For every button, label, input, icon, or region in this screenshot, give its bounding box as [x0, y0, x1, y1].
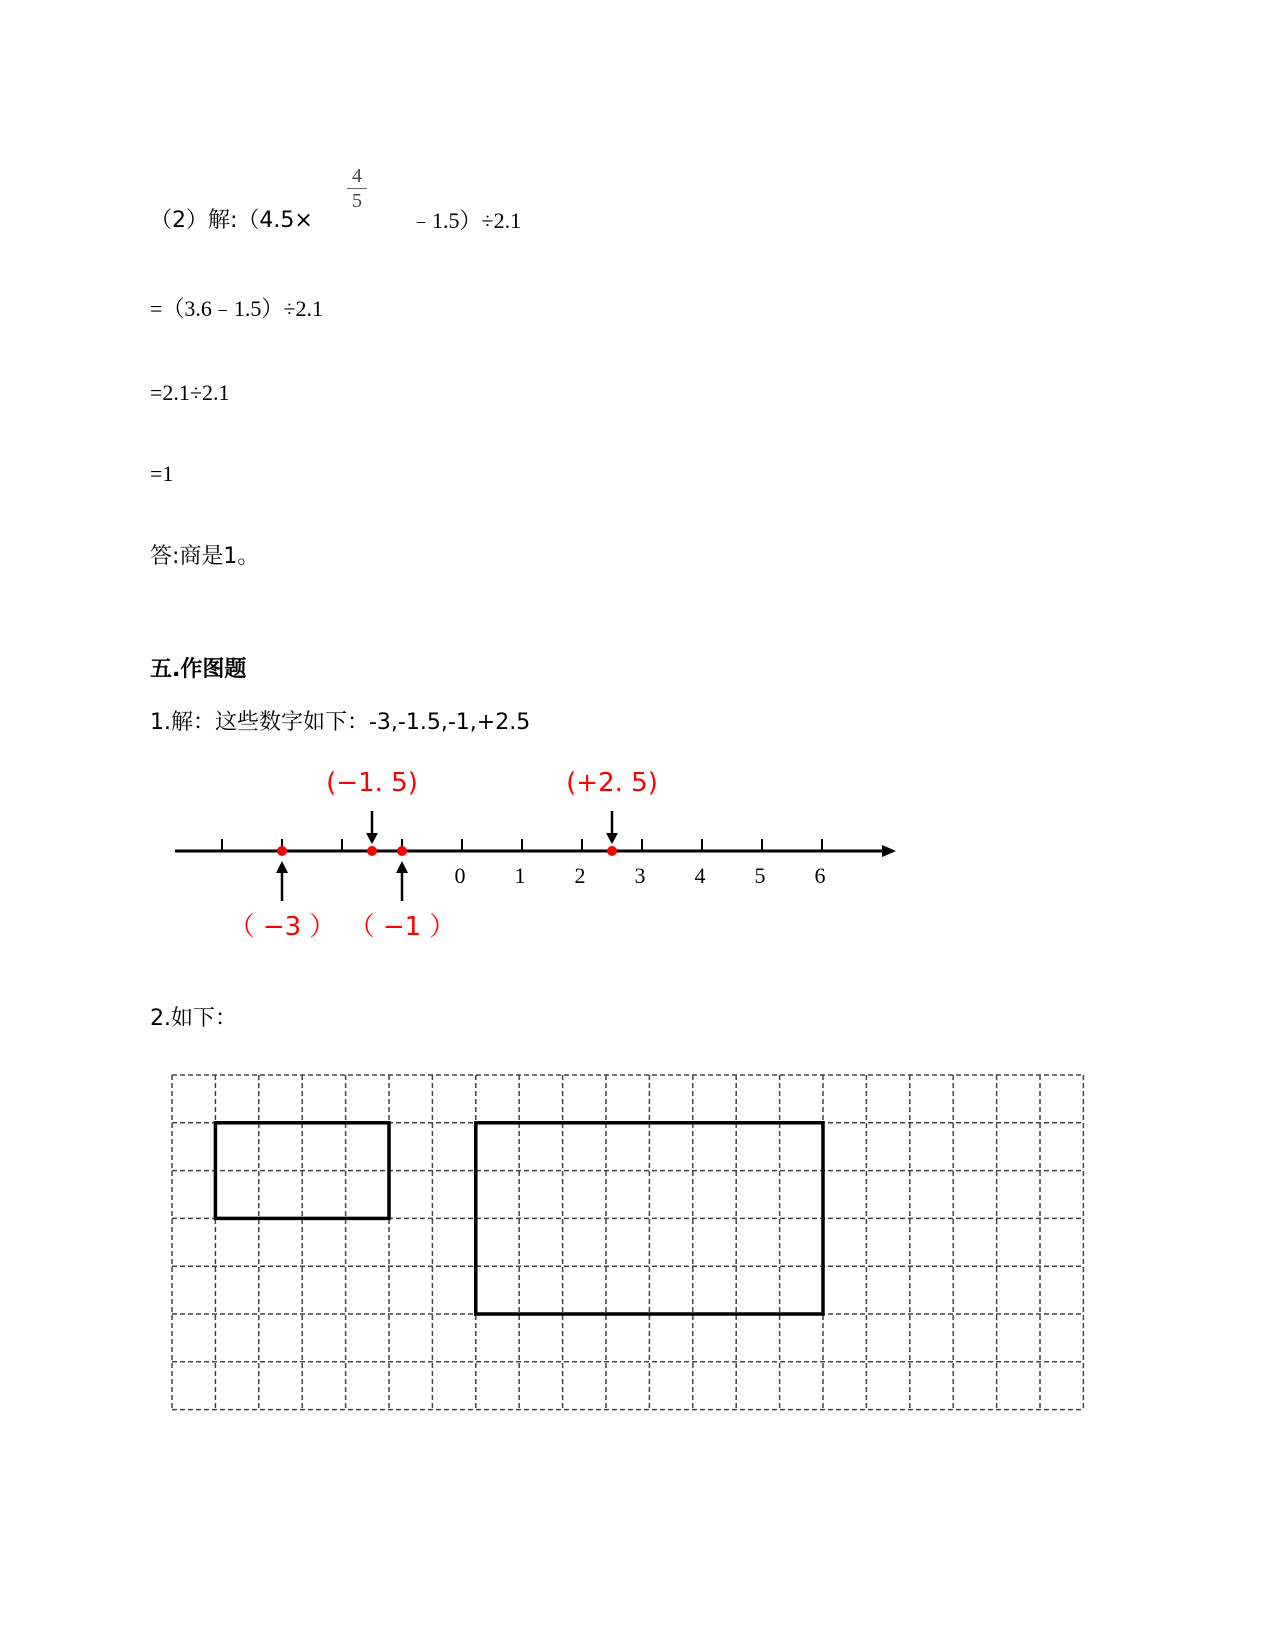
tick-label-2: 2 [574, 863, 586, 888]
mark-label-0: （ −3 ） [228, 912, 336, 942]
tick-label-0: 0 [454, 863, 466, 888]
tick-label-3: 3 [634, 863, 646, 888]
tick-label-1: 1 [514, 863, 526, 888]
section-title: 五.作图题 [150, 657, 247, 682]
solution-lead: （2）解:（4.5× [150, 208, 313, 233]
solution-step-1: =（3.6﹣1.5）÷2.1 [150, 296, 323, 321]
mark-label-1: (−1. 5) [326, 768, 418, 798]
solution-answer: 答:商是1。 [150, 544, 260, 569]
q2-text: 2.如下： [150, 1006, 237, 1031]
mark-label-2: （ −1 ） [348, 912, 456, 942]
fraction-numerator: 4 [352, 165, 362, 187]
fraction-denominator: 5 [352, 190, 362, 212]
mark-label-3: (+2. 5) [566, 768, 658, 798]
solution-line-1-tail: ﹣1.5）÷2.1 [410, 208, 522, 233]
tick-label-6: 6 [814, 863, 826, 888]
tick-label-5: 5 [754, 863, 766, 888]
tick-label-4: 4 [694, 863, 706, 888]
q1-text: 1.解：这些数字如下：-3,-1.5,-1,+2.5 [150, 710, 531, 735]
solution-step-2: =2.1÷2.1 [150, 380, 230, 405]
solution-step-3: =1 [150, 461, 174, 486]
